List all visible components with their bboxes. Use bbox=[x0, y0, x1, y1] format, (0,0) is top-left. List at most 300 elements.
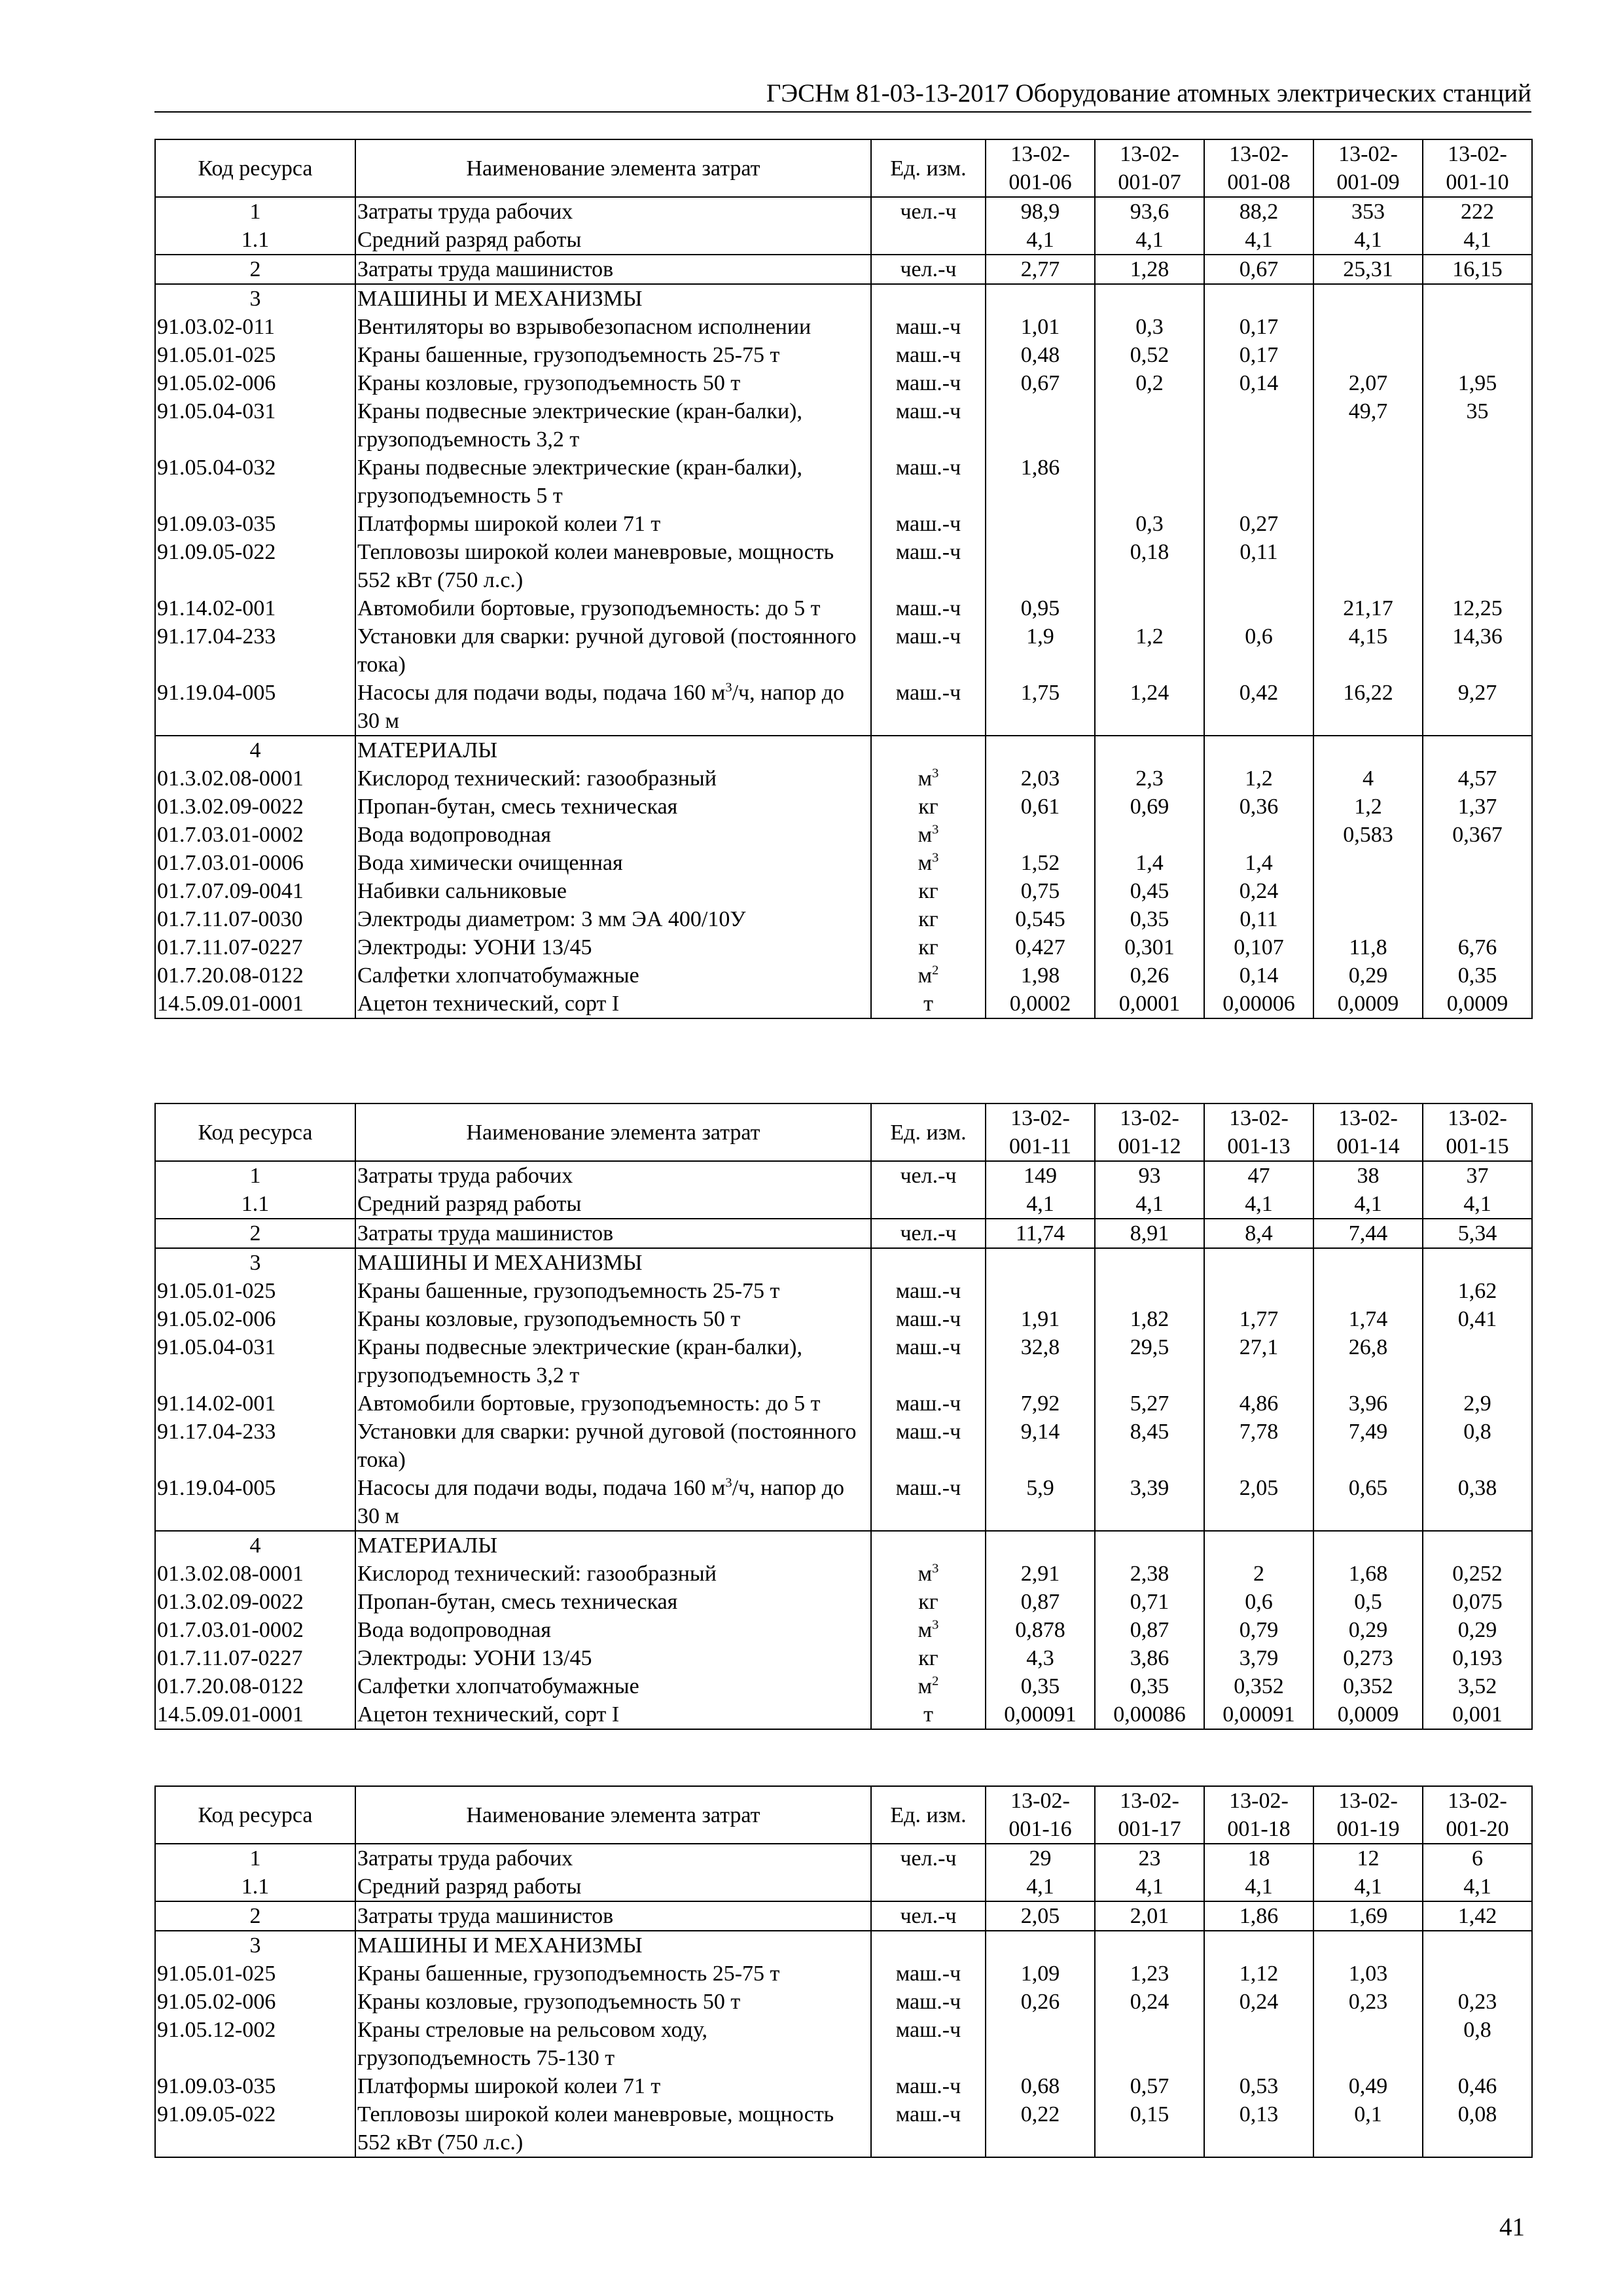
cell-code: 01.7.20.08-0122 bbox=[155, 961, 355, 990]
cell-name: Затраты труда рабочих bbox=[355, 1844, 871, 1873]
cell-value: 2 bbox=[1204, 1560, 1313, 1588]
table-row bbox=[155, 1333, 1532, 1390]
cell-value: 47 bbox=[1204, 1161, 1313, 1190]
cell-unit: маш.-ч bbox=[871, 2100, 986, 2157]
cell-unit: маш.-ч bbox=[871, 313, 986, 341]
table-row bbox=[155, 933, 1532, 961]
cell-unit: чел.-ч bbox=[871, 1844, 986, 1873]
cell-value: 0,583 bbox=[1313, 821, 1423, 849]
cell-code: 01.3.02.09-0022 bbox=[155, 793, 355, 821]
cell-code: 1 bbox=[155, 1161, 355, 1190]
cell-value: 0,545 bbox=[986, 905, 1095, 933]
cell-value: 0,53 bbox=[1204, 2072, 1313, 2100]
cell-value: 4,1 bbox=[986, 226, 1095, 255]
table-row bbox=[155, 1305, 1532, 1333]
cell-value: 0,23 bbox=[1313, 1988, 1423, 2016]
cell-value: 9,27 bbox=[1423, 679, 1532, 736]
cell-name: Кислород технический: газообразный bbox=[355, 1560, 871, 1588]
table-row bbox=[155, 1588, 1532, 1616]
cell-name: Затраты труда машинистов bbox=[355, 1901, 871, 1931]
cell-value: 0,42 bbox=[1204, 679, 1313, 736]
cell-unit bbox=[871, 1873, 986, 1901]
header-norm-code: 13-02- 001-12 bbox=[1095, 1103, 1204, 1161]
cell-value: 9,14 bbox=[986, 1418, 1095, 1474]
cell-code: 91.05.02-006 bbox=[155, 1305, 355, 1333]
cell-name: Затраты труда машинистов bbox=[355, 1219, 871, 1248]
table-row bbox=[155, 1190, 1532, 1219]
table-row bbox=[155, 1901, 1532, 1931]
cell-value: 0,29 bbox=[1313, 1616, 1423, 1644]
cell-name: Пропан-бутан, смесь техническая bbox=[355, 793, 871, 821]
cell-value: 4,15 bbox=[1313, 622, 1423, 679]
cell-value: 4,1 bbox=[1204, 1190, 1313, 1219]
cell-unit: $м^2$ bbox=[871, 961, 986, 990]
cell-unit bbox=[871, 226, 986, 255]
cell-value: 0,301 bbox=[1095, 933, 1204, 961]
cell-value: 0,3 bbox=[1095, 510, 1204, 538]
cell-value: 4,1 bbox=[1095, 226, 1204, 255]
cell-code: 91.05.01-025 bbox=[155, 341, 355, 369]
cell-value bbox=[1313, 341, 1423, 369]
cell-value: 0,252 bbox=[1423, 1560, 1532, 1588]
cell-value bbox=[1423, 1960, 1532, 1988]
cell-code: 01.7.07.09-0041 bbox=[155, 877, 355, 905]
cell-name: Средний разряд работы bbox=[355, 226, 871, 255]
cell-value: 1,68 bbox=[1313, 1560, 1423, 1588]
cell-unit bbox=[871, 736, 986, 764]
cell-name: Платформы широкой колеи 71 т bbox=[355, 2072, 871, 2100]
cell-value bbox=[1313, 510, 1423, 538]
cell-value: 4,1 bbox=[1313, 1873, 1423, 1901]
cell-value: 0,352 bbox=[1204, 1672, 1313, 1700]
cell-value bbox=[986, 284, 1095, 313]
cell-name: Насосы для подачи воды, подача 160 $м^3/ч$, напор до 30 м bbox=[355, 1474, 871, 1531]
header-name: Наименование элемента затрат bbox=[355, 139, 871, 197]
header-norm-code: 13-02- 001-14 bbox=[1313, 1103, 1423, 1161]
table-row bbox=[155, 397, 1532, 454]
cell-value: 4,1 bbox=[1423, 226, 1532, 255]
cell-name: МАТЕРИАЛЫ bbox=[355, 1531, 871, 1560]
cell-value bbox=[1423, 538, 1532, 594]
header-norm-code: 13-02- 001-17 bbox=[1095, 1786, 1204, 1844]
cell-value: 1,2 bbox=[1095, 622, 1204, 679]
cell-name: Насосы для подачи воды, подача 160 $м^3/ч$, напор до 30 м bbox=[355, 679, 871, 736]
table-row bbox=[155, 1960, 1532, 1988]
cell-value: 11,8 bbox=[1313, 933, 1423, 961]
cell-value: 0,26 bbox=[1095, 961, 1204, 990]
cell-unit: маш.-ч bbox=[871, 1333, 986, 1390]
cell-value: 0,87 bbox=[1095, 1616, 1204, 1644]
cell-value: 0,52 bbox=[1095, 341, 1204, 369]
header-code: Код ресурса bbox=[155, 1786, 355, 1844]
cell-value: 32,8 bbox=[986, 1333, 1095, 1390]
table-row bbox=[155, 990, 1532, 1018]
cell-name: Краны подвесные электрические (кран-балки), грузоподъемность 3,2 т bbox=[355, 1333, 871, 1390]
cell-unit: маш.-ч bbox=[871, 1418, 986, 1474]
cell-value bbox=[1204, 821, 1313, 849]
cell-value: 1,2 bbox=[1204, 764, 1313, 793]
cell-value bbox=[1423, 284, 1532, 313]
cell-value bbox=[986, 1248, 1095, 1277]
cell-name: Пропан-бутан, смесь техническая bbox=[355, 1588, 871, 1616]
cell-value bbox=[1423, 905, 1532, 933]
cell-value: 1,62 bbox=[1423, 1277, 1532, 1305]
table-row bbox=[155, 1161, 1532, 1190]
cell-name: Электроды: УОНИ 13/45 bbox=[355, 933, 871, 961]
cell-value: 1,95 bbox=[1423, 369, 1532, 397]
cell-value: 3,86 bbox=[1095, 1644, 1204, 1672]
cell-value bbox=[1313, 538, 1423, 594]
cell-value: 7,92 bbox=[986, 1390, 1095, 1418]
cell-value: 4,1 bbox=[1423, 1873, 1532, 1901]
cell-value: 2,01 bbox=[1095, 1901, 1204, 1931]
cell-value: 0,08 bbox=[1423, 2100, 1532, 2157]
cell-code: 91.05.01-025 bbox=[155, 1960, 355, 1988]
cell-value: 0,38 bbox=[1423, 1474, 1532, 1531]
table-header-row bbox=[155, 139, 1532, 197]
cell-name: Краны козловые, грузоподъемность 50 т bbox=[355, 369, 871, 397]
resource-table bbox=[154, 1785, 1533, 2158]
cell-value: 4,1 bbox=[1095, 1190, 1204, 1219]
cell-value: 2,3 bbox=[1095, 764, 1204, 793]
header-norm-code: 13-02- 001-13 bbox=[1204, 1103, 1313, 1161]
cell-value bbox=[1313, 454, 1423, 510]
cell-value: 4,1 bbox=[986, 1190, 1095, 1219]
cell-value: 0,17 bbox=[1204, 313, 1313, 341]
cell-unit: маш.-ч bbox=[871, 594, 986, 622]
cell-name: Вода водопроводная bbox=[355, 1616, 871, 1644]
cell-value: 1,9 bbox=[986, 622, 1095, 679]
cell-value: 93,6 bbox=[1095, 197, 1204, 226]
cell-value bbox=[1313, 284, 1423, 313]
cell-value: 1,52 bbox=[986, 849, 1095, 877]
header-norm-code: 13-02- 001-16 bbox=[986, 1786, 1095, 1844]
cell-code: 4 bbox=[155, 1531, 355, 1560]
cell-value bbox=[1313, 1277, 1423, 1305]
cell-value: 0,24 bbox=[1204, 1988, 1313, 2016]
cell-value: 149 bbox=[986, 1161, 1095, 1190]
cell-value: 4,1 bbox=[1095, 1873, 1204, 1901]
table-row bbox=[155, 1873, 1532, 1901]
header-norm-code: 13-02- 001-11 bbox=[986, 1103, 1095, 1161]
cell-value bbox=[1095, 397, 1204, 454]
cell-value: 4,1 bbox=[1313, 1190, 1423, 1219]
cell-code: 01.7.03.01-0002 bbox=[155, 1616, 355, 1644]
cell-value: 6,76 bbox=[1423, 933, 1532, 961]
cell-unit: маш.-ч bbox=[871, 1305, 986, 1333]
cell-value: 0,0009 bbox=[1313, 990, 1423, 1018]
cell-value: 0,35 bbox=[1423, 961, 1532, 990]
table-row bbox=[155, 1219, 1532, 1248]
cell-code: 91.09.05-022 bbox=[155, 2100, 355, 2157]
cell-value bbox=[1423, 454, 1532, 510]
cell-name: Краны башенные, грузоподъемность 25-75 т bbox=[355, 341, 871, 369]
cell-value: 1,75 bbox=[986, 679, 1095, 736]
cell-unit: маш.-ч bbox=[871, 622, 986, 679]
cell-value: 12,25 bbox=[1423, 594, 1532, 622]
table-row bbox=[155, 849, 1532, 877]
cell-value: 0,00091 bbox=[986, 1700, 1095, 1729]
cell-value bbox=[1313, 877, 1423, 905]
cell-value bbox=[1204, 1277, 1313, 1305]
cell-value: 0,18 bbox=[1095, 538, 1204, 594]
cell-value: 1,23 bbox=[1095, 1960, 1204, 1988]
table-row bbox=[155, 454, 1532, 510]
table-row bbox=[155, 1988, 1532, 2016]
cell-value: 0,15 bbox=[1095, 2100, 1204, 2157]
table-row bbox=[155, 1531, 1532, 1560]
cell-value bbox=[1313, 1531, 1423, 1560]
cell-code: 91.19.04-005 bbox=[155, 679, 355, 736]
page-number: 41 bbox=[1499, 2213, 1525, 2241]
header-name: Наименование элемента затрат bbox=[355, 1786, 871, 1844]
cell-value: 4 bbox=[1313, 764, 1423, 793]
cell-unit bbox=[871, 1248, 986, 1277]
table-row bbox=[155, 905, 1532, 933]
cell-value bbox=[1095, 284, 1204, 313]
cell-name: Затраты труда рабочих bbox=[355, 197, 871, 226]
table-row bbox=[155, 313, 1532, 341]
cell-value bbox=[1204, 454, 1313, 510]
cell-value: 1,24 bbox=[1095, 679, 1204, 736]
cell-value: 1,2 bbox=[1313, 793, 1423, 821]
cell-value bbox=[1204, 2016, 1313, 2072]
cell-code: 91.09.03-035 bbox=[155, 2072, 355, 2100]
cell-value bbox=[1423, 1248, 1532, 1277]
table-row bbox=[155, 369, 1532, 397]
cell-name: Вода химически очищенная bbox=[355, 849, 871, 877]
table-row bbox=[155, 1700, 1532, 1729]
cell-value bbox=[1204, 1531, 1313, 1560]
cell-value bbox=[1095, 1531, 1204, 1560]
table-row bbox=[155, 2016, 1532, 2072]
header-norm-code: 13-02- 001-20 bbox=[1423, 1786, 1532, 1844]
cell-value: 1,03 bbox=[1313, 1960, 1423, 1988]
cell-value: 29 bbox=[986, 1844, 1095, 1873]
table-row bbox=[155, 764, 1532, 793]
table-row bbox=[155, 1616, 1532, 1644]
cell-code: 01.3.02.08-0001 bbox=[155, 1560, 355, 1588]
cell-value bbox=[1095, 1248, 1204, 1277]
table-row bbox=[155, 284, 1532, 313]
cell-value: 0,0009 bbox=[1313, 1700, 1423, 1729]
cell-code: 01.7.03.01-0006 bbox=[155, 849, 355, 877]
cell-value: 1,4 bbox=[1204, 849, 1313, 877]
cell-value: 25,31 bbox=[1313, 255, 1423, 284]
cell-code: 91.05.01-025 bbox=[155, 1277, 355, 1305]
cell-value bbox=[1313, 736, 1423, 764]
cell-value: 0,6 bbox=[1204, 1588, 1313, 1616]
cell-value: 1,86 bbox=[1204, 1901, 1313, 1931]
cell-name: Автомобили бортовые, грузоподъемность: до 5 т bbox=[355, 594, 871, 622]
cell-unit: кг bbox=[871, 793, 986, 821]
table-row bbox=[155, 226, 1532, 255]
cell-value bbox=[1095, 1931, 1204, 1960]
cell-value: 11,74 bbox=[986, 1219, 1095, 1248]
cell-unit: маш.-ч bbox=[871, 369, 986, 397]
cell-code: 14.5.09.01-0001 bbox=[155, 990, 355, 1018]
cell-code: 1 bbox=[155, 1844, 355, 1873]
cell-value bbox=[1204, 284, 1313, 313]
cell-name: МАТЕРИАЛЫ bbox=[355, 736, 871, 764]
cell-value: 0,48 bbox=[986, 341, 1095, 369]
cell-unit: маш.-ч bbox=[871, 1474, 986, 1531]
cell-value: 1,01 bbox=[986, 313, 1095, 341]
cell-value: 0,193 bbox=[1423, 1644, 1532, 1672]
cell-value: 3,96 bbox=[1313, 1390, 1423, 1418]
cell-code: 1.1 bbox=[155, 226, 355, 255]
cell-value: 0,8 bbox=[1423, 1418, 1532, 1474]
cell-code: 3 bbox=[155, 284, 355, 313]
cell-value: 0,35 bbox=[986, 1672, 1095, 1700]
cell-unit: чел.-ч bbox=[871, 1901, 986, 1931]
cell-value bbox=[1204, 397, 1313, 454]
cell-value: 222 bbox=[1423, 197, 1532, 226]
cell-value: 18 bbox=[1204, 1844, 1313, 1873]
cell-value: 1,42 bbox=[1423, 1901, 1532, 1931]
table-row bbox=[155, 1248, 1532, 1277]
cell-name: Кислород технический: газообразный bbox=[355, 764, 871, 793]
cell-value: 0,69 bbox=[1095, 793, 1204, 821]
cell-value: 14,36 bbox=[1423, 622, 1532, 679]
cell-unit: чел.-ч bbox=[871, 197, 986, 226]
cell-value bbox=[1313, 2016, 1423, 2072]
table-row bbox=[155, 1560, 1532, 1588]
cell-unit: $м^3$ bbox=[871, 821, 986, 849]
cell-value: 0,0009 bbox=[1423, 990, 1532, 1018]
cell-unit: т bbox=[871, 1700, 986, 1729]
cell-unit: маш.-ч bbox=[871, 538, 986, 594]
cell-value bbox=[1313, 1248, 1423, 1277]
cell-code: 91.17.04-233 bbox=[155, 622, 355, 679]
cell-value bbox=[1423, 510, 1532, 538]
cell-code: 91.05.04-031 bbox=[155, 1333, 355, 1390]
cell-code: 1.1 bbox=[155, 1190, 355, 1219]
cell-code: 91.17.04-233 bbox=[155, 1418, 355, 1474]
cell-value: 23 bbox=[1095, 1844, 1204, 1873]
cell-unit: маш.-ч bbox=[871, 1277, 986, 1305]
cell-name: Средний разряд работы bbox=[355, 1190, 871, 1219]
cell-value bbox=[986, 1531, 1095, 1560]
header-unit: Ед. изм. bbox=[871, 1103, 986, 1161]
cell-value: 0,65 bbox=[1313, 1474, 1423, 1531]
cell-name: Установки для сварки: ручной дуговой (постоянного тока) bbox=[355, 622, 871, 679]
cell-name: МАШИНЫ И МЕХАНИЗМЫ bbox=[355, 1248, 871, 1277]
cell-value: 2,77 bbox=[986, 255, 1095, 284]
cell-code: 91.05.12-002 bbox=[155, 2016, 355, 2072]
table-row bbox=[155, 594, 1532, 622]
cell-name: Салфетки хлопчатобумажные bbox=[355, 1672, 871, 1700]
cell-value: 0,75 bbox=[986, 877, 1095, 905]
cell-code: 91.09.05-022 bbox=[155, 538, 355, 594]
cell-unit: маш.-ч bbox=[871, 397, 986, 454]
cell-value bbox=[1095, 736, 1204, 764]
cell-unit: чел.-ч bbox=[871, 1161, 986, 1190]
cell-value: 2,07 bbox=[1313, 369, 1423, 397]
cell-value bbox=[986, 538, 1095, 594]
cell-value: 0,29 bbox=[1423, 1616, 1532, 1644]
table-row bbox=[155, 341, 1532, 369]
cell-unit bbox=[871, 1190, 986, 1219]
cell-value: 1,91 bbox=[986, 1305, 1095, 1333]
cell-value bbox=[1423, 849, 1532, 877]
cell-value: 27,1 bbox=[1204, 1333, 1313, 1390]
cell-unit: маш.-ч bbox=[871, 1988, 986, 2016]
header-norm-code: 13-02- 001-19 bbox=[1313, 1786, 1423, 1844]
cell-value: 0,00086 bbox=[1095, 1700, 1204, 1729]
cell-name: Краны стреловые на рельсовом ходу, грузоподъемность 75-130 т bbox=[355, 2016, 871, 2072]
cell-code: 3 bbox=[155, 1248, 355, 1277]
cell-value: 2,91 bbox=[986, 1560, 1095, 1588]
table-row bbox=[155, 1672, 1532, 1700]
cell-code: 91.09.03-035 bbox=[155, 510, 355, 538]
cell-value bbox=[986, 1277, 1095, 1305]
cell-value: 1,4 bbox=[1095, 849, 1204, 877]
cell-value: 21,17 bbox=[1313, 594, 1423, 622]
cell-value: 0,68 bbox=[986, 2072, 1095, 2100]
table-row bbox=[155, 510, 1532, 538]
table-header-row bbox=[155, 1103, 1532, 1161]
cell-value: 3,52 bbox=[1423, 1672, 1532, 1700]
table-row bbox=[155, 877, 1532, 905]
table-row bbox=[155, 679, 1532, 736]
cell-value: 0,45 bbox=[1095, 877, 1204, 905]
cell-value: 16,15 bbox=[1423, 255, 1532, 284]
cell-value: 1,98 bbox=[986, 961, 1095, 990]
table-row bbox=[155, 1931, 1532, 1960]
table-row bbox=[155, 2100, 1532, 2157]
cell-name: МАШИНЫ И МЕХАНИЗМЫ bbox=[355, 1931, 871, 1960]
header-unit: Ед. изм. bbox=[871, 139, 986, 197]
table-row bbox=[155, 622, 1532, 679]
cell-name: Автомобили бортовые, грузоподъемность: до 5 т bbox=[355, 1390, 871, 1418]
cell-code: 91.05.02-006 bbox=[155, 369, 355, 397]
header-norm-code: 13-02- 001-09 bbox=[1313, 139, 1423, 197]
cell-value: 0,001 bbox=[1423, 1700, 1532, 1729]
cell-unit: $м^2$ bbox=[871, 1672, 986, 1700]
cell-value: 7,44 bbox=[1313, 1219, 1423, 1248]
cell-unit: кг bbox=[871, 1588, 986, 1616]
table-header-row bbox=[155, 1786, 1532, 1844]
cell-name: Салфетки хлопчатобумажные bbox=[355, 961, 871, 990]
cell-value: 1,28 bbox=[1095, 255, 1204, 284]
cell-unit bbox=[871, 1531, 986, 1560]
table-row bbox=[155, 1474, 1532, 1531]
cell-unit bbox=[871, 284, 986, 313]
cell-code: 01.7.11.07-0227 bbox=[155, 1644, 355, 1672]
cell-code: 91.05.04-031 bbox=[155, 397, 355, 454]
cell-value: 4,1 bbox=[1204, 1873, 1313, 1901]
cell-code: 91.14.02-001 bbox=[155, 594, 355, 622]
cell-unit: т bbox=[871, 990, 986, 1018]
cell-name: МАШИНЫ И МЕХАНИЗМЫ bbox=[355, 284, 871, 313]
cell-value bbox=[1423, 1333, 1532, 1390]
cell-name: Краны подвесные электрические (кран-балки), грузоподъемность 3,2 т bbox=[355, 397, 871, 454]
cell-value bbox=[1204, 594, 1313, 622]
cell-value: 0,1 bbox=[1313, 2100, 1423, 2157]
cell-value: 0,107 bbox=[1204, 933, 1313, 961]
cell-value: 2,05 bbox=[1204, 1474, 1313, 1531]
cell-value: 4,3 bbox=[986, 1644, 1095, 1672]
cell-value: 0,075 bbox=[1423, 1588, 1532, 1616]
cell-value: 0,27 bbox=[1204, 510, 1313, 538]
cell-name: Ацетон технический, сорт I bbox=[355, 1700, 871, 1729]
cell-value: 26,8 bbox=[1313, 1333, 1423, 1390]
cell-value: 1,12 bbox=[1204, 1960, 1313, 1988]
cell-value: 2,9 bbox=[1423, 1390, 1532, 1418]
cell-unit: $м^3$ bbox=[871, 764, 986, 793]
cell-value: 0,6 bbox=[1204, 622, 1313, 679]
